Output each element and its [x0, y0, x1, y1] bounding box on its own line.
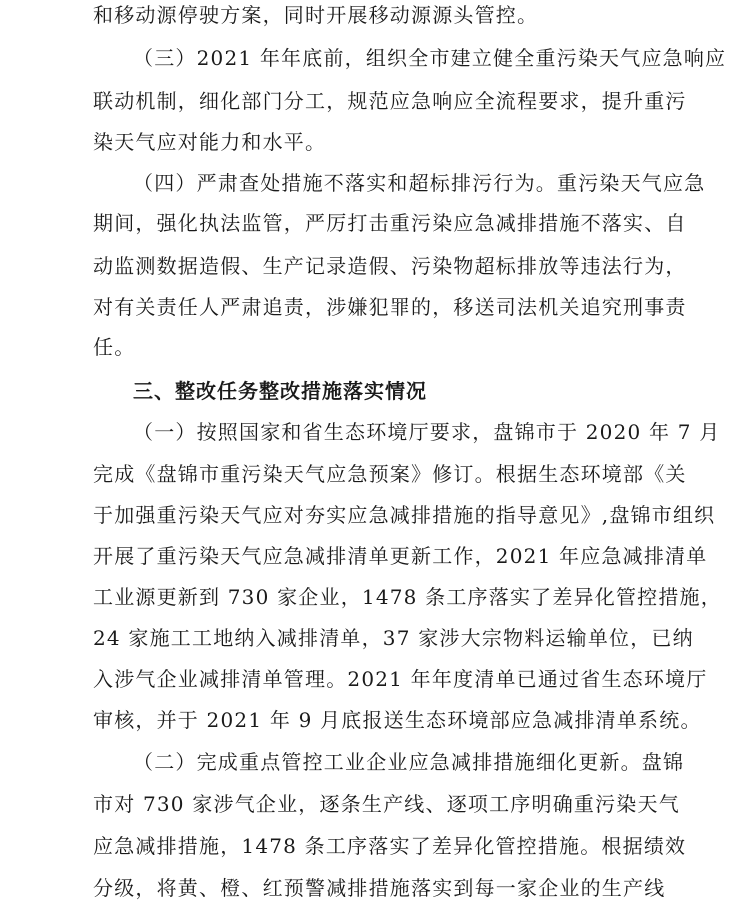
paragraph-line: （一）按照国家和省生态环境厅要求，盘锦市于 2020 年 7 月 [133, 420, 721, 444]
paragraph-line: 动监测数据造假、生产记录造假、污染物超标排放等违法行为， [93, 254, 687, 278]
paragraph-line: 对有关责任人严肃追责，涉嫌犯罪的，移送司法机关追究刑事责 [93, 295, 687, 319]
paragraph-line: 完成《盘锦市重污染天气应急预案》修订。根据生态环境部《关 [93, 462, 687, 486]
paragraph-line: 染天气应对能力和水平。 [93, 130, 327, 154]
paragraph-line: 审核，并于 2021 年 9 月底报送生态环境部应急减排清单系统。 [93, 708, 702, 732]
paragraph-line: （三）2021 年年底前，组织全市建立健全重污染天气应急响应 [133, 46, 727, 70]
paragraph-line: 工业源更新到 730 家企业，1478 条工序落实了差异化管控措施， [93, 585, 722, 609]
paragraph-line: （二）完成重点管控工业企业应急减排措施细化更新。盘锦 [133, 750, 685, 774]
paragraph-line: 开展了重污染天气应急减排清单更新工作，2021 年应急减排清单 [93, 544, 708, 568]
paragraph-line: 于加强重污染天气应对夯实应急减排措施的指导意见》,盘锦市组织 [93, 503, 716, 527]
section-heading: 三、整改任务整改措施落实情况 [133, 379, 427, 403]
paragraph-line: 入涉气企业减排清单管理。2021 年年度清单已通过省生态环境厅 [93, 667, 708, 691]
paragraph-line: 联动机制，细化部门分工，规范应急响应全流程要求，提升重污 [93, 89, 687, 113]
paragraph-line: 任。 [93, 335, 136, 359]
paragraph-line: 24 家施工工地纳入减排清单，37 家涉大宗物料运输单位，已纳 [93, 626, 694, 650]
paragraph-line: 期间，强化执法监管，严厉打击重污染应急减排措施不落实、自 [93, 211, 687, 235]
paragraph-line: 应急减排措施，1478 条工序落实了差异化管控措施。根据绩效 [93, 834, 687, 858]
paragraph-line: （四）严肃查处措施不落实和超标排污行为。重污染天气应急 [133, 171, 706, 195]
paragraph-line: 分级，将黄、橙、红预警减排措施落实到每一家企业的生产线 [93, 876, 666, 900]
paragraph-line: 市对 730 家涉气企业，逐条生产线、逐项工序明确重污染天气 [93, 792, 680, 816]
paragraph-line: 和移动源停驶方案，同时开展移动源源头管控。 [93, 3, 539, 27]
